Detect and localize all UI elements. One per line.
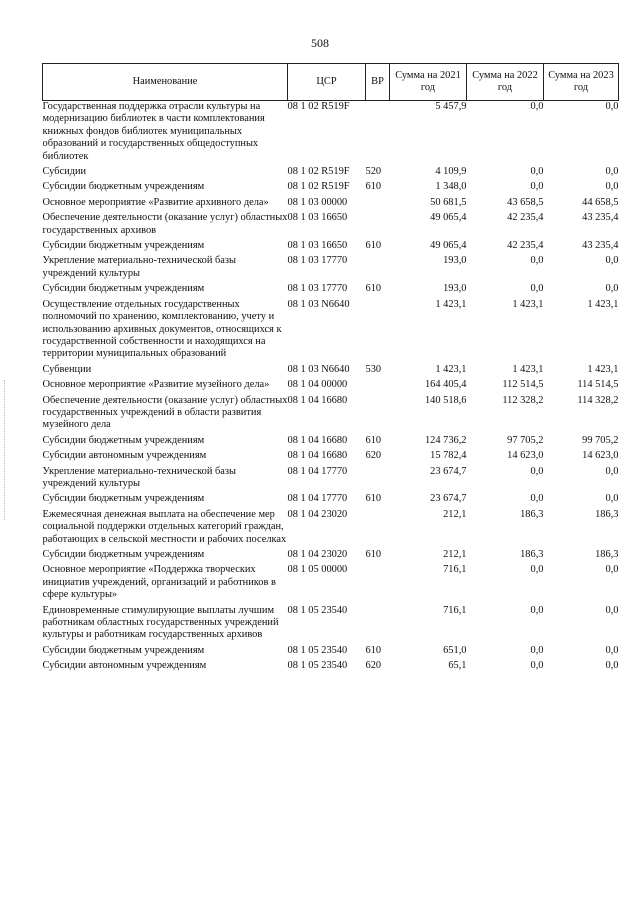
row-name: Основное мероприятие «Развитие музейного дела» [42, 379, 270, 391]
table-row [43, 197, 619, 212]
row-csr: 08 1 04 23020 [287, 508, 348, 520]
row-sum-2021: 193,0 [443, 255, 467, 267]
row-sum-2023: 0,0 [605, 166, 619, 178]
row-sum-2021: 212,1 [443, 508, 467, 520]
row-sum-2021: 15 782,4 [430, 450, 467, 462]
row-vr [366, 564, 390, 604]
row-vr: 520 [365, 166, 382, 178]
row-sum-2023: 0,0 [605, 465, 619, 477]
row-name: Ежемесячная денежная выплата на обеспечение мер социальной поддержки отдельных категорий граждан, работающих в сельской местности и рабочих поселках [42, 508, 287, 545]
table-row [43, 255, 619, 283]
row-name: Основное мероприятие «Развитие архивного дела» [42, 196, 269, 208]
row-csr: 08 1 03 17770 [287, 255, 348, 267]
row-sum-2021: 5 457,9 [435, 101, 467, 112]
row-sum-2021: 651,0 [443, 644, 467, 656]
row-sum-2022: 0,0 [530, 181, 544, 193]
row-name: Субсидии бюджетным учреждениям [42, 644, 205, 656]
row-sum-2021: 716,1 [443, 604, 467, 616]
row-sum-2023: 0,0 [605, 644, 619, 656]
table-row [43, 493, 619, 508]
row-name: Субсидии [42, 166, 87, 178]
row-sum-2023: 114 514,5 [577, 379, 619, 391]
row-vr: 620 [365, 660, 382, 672]
row-csr: 08 1 03 N6640 [287, 363, 350, 375]
row-sum-2023: 0,0 [605, 493, 619, 505]
table-row [43, 101, 619, 167]
table-row [43, 299, 619, 364]
row-name: Субсидии бюджетным учреждениям [42, 283, 205, 295]
row-sum-2022: 0,0 [530, 255, 544, 267]
row-vr [366, 395, 390, 435]
row-sum-2023: 0,0 [605, 101, 619, 112]
row-name: Государственная поддержка отрасли культуры на модернизацию библиотек в части комплектования книжных фондов библиотек муниципальных образований и государственных общедоступных библиотек [42, 101, 265, 162]
row-sum-2022: 0,0 [530, 660, 544, 672]
row-csr: 08 1 02 R519F [287, 101, 350, 112]
row-csr: 08 1 03 N6640 [287, 298, 350, 310]
row-vr: 530 [365, 363, 382, 375]
row-sum-2023: 99 705,2 [582, 434, 619, 446]
row-sum-2021: 1 348,0 [435, 181, 467, 193]
row-sum-2022: 0,0 [530, 493, 544, 505]
table-row [43, 395, 619, 435]
row-sum-2022: 0,0 [530, 283, 544, 295]
row-vr [366, 509, 390, 549]
row-sum-2021: 23 674,7 [430, 465, 467, 477]
row-vr: 610 [365, 240, 382, 252]
row-sum-2022: 0,0 [530, 166, 544, 178]
row-sum-2022: 0,0 [530, 604, 544, 616]
row-sum-2023: 1 423,1 [587, 298, 619, 310]
row-sum-2023: 0,0 [605, 181, 619, 193]
row-name: Субсидии бюджетным учреждениям [42, 434, 205, 446]
row-sum-2023: 14 623,0 [582, 450, 619, 462]
row-sum-2022: 0,0 [530, 465, 544, 477]
table-row [43, 364, 619, 379]
row-sum-2023: 43 235,4 [582, 240, 619, 252]
table-row [43, 605, 619, 645]
table-row [43, 660, 619, 675]
row-csr: 08 1 04 16680 [287, 450, 348, 462]
row-sum-2022: 1 423,1 [512, 363, 544, 375]
header-csr: ЦСР [288, 64, 366, 101]
row-sum-2023: 1 423,1 [587, 363, 619, 375]
row-vr: 610 [365, 549, 382, 560]
row-sum-2023: 0,0 [605, 564, 619, 576]
row-vr: 610 [365, 644, 382, 656]
row-sum-2021: 49 065,4 [430, 240, 467, 252]
row-vr: 610 [365, 181, 382, 193]
row-sum-2022: 43 658,5 [507, 196, 544, 208]
row-name: Укрепление материально-технической базы учреждений культуры [42, 465, 236, 489]
row-sum-2023: 0,0 [605, 255, 619, 267]
row-vr [366, 466, 390, 494]
row-csr: 08 1 04 17770 [287, 465, 348, 477]
table-body [43, 101, 619, 676]
header-sum-2021: Сумма на 2021 год [390, 64, 467, 101]
margin-mark [4, 380, 8, 520]
table-row [43, 240, 619, 255]
row-sum-2022: 97 705,2 [507, 434, 544, 446]
page-number: 508 [311, 36, 329, 50]
row-sum-2021: 193,0 [443, 283, 467, 295]
row-name: Субсидии бюджетным учреждениям [42, 181, 205, 193]
row-sum-2023: 0,0 [605, 283, 619, 295]
row-sum-2021: 1 423,1 [435, 298, 467, 310]
row-csr: 08 1 05 23540 [287, 644, 348, 656]
row-sum-2021: 716,1 [443, 564, 467, 576]
table-row [43, 466, 619, 494]
row-vr [366, 197, 390, 212]
row-csr: 08 1 04 00000 [287, 379, 348, 391]
row-name: Субсидии бюджетным учреждениям [42, 240, 205, 252]
table-row [43, 509, 619, 549]
row-sum-2022: 0,0 [530, 101, 544, 112]
row-sum-2021: 1 423,1 [435, 363, 467, 375]
header-name: Наименование [43, 64, 288, 101]
row-sum-2021: 140 518,6 [424, 394, 467, 406]
row-name: Укрепление материально-технической базы учреждений культуры [42, 255, 236, 279]
table-row [43, 549, 619, 564]
row-csr: 08 1 02 R519F [287, 181, 350, 193]
row-vr: 610 [365, 493, 382, 505]
row-sum-2023: 0,0 [605, 660, 619, 672]
row-vr: 620 [365, 450, 382, 462]
row-csr: 08 1 03 16650 [287, 240, 348, 252]
budget-table [42, 63, 619, 676]
row-name: Субсидии бюджетным учреждениям [42, 549, 205, 560]
row-csr: 08 1 03 16650 [287, 212, 348, 224]
row-sum-2023: 44 658,5 [582, 196, 619, 208]
row-name: Обеспечение деятельности (оказание услуг) областных государственных архивов [42, 212, 288, 236]
row-csr: 08 1 05 23540 [287, 604, 348, 616]
row-sum-2022: 186,3 [520, 549, 544, 560]
row-vr [366, 379, 390, 394]
row-csr: 08 1 03 17770 [287, 283, 348, 295]
row-sum-2021: 212,1 [443, 549, 467, 560]
row-sum-2022: 112 328,2 [502, 394, 544, 406]
row-sum-2021: 164 405,4 [424, 379, 467, 391]
row-sum-2022: 14 623,0 [507, 450, 544, 462]
table-row [43, 379, 619, 394]
row-sum-2022: 0,0 [530, 564, 544, 576]
table-row [43, 645, 619, 660]
row-sum-2022: 42 235,4 [507, 212, 544, 224]
row-csr: 08 1 04 16680 [287, 394, 348, 406]
row-csr: 08 1 04 16680 [287, 434, 348, 446]
row-vr [366, 255, 390, 283]
row-name: Субвенции [42, 363, 92, 375]
row-vr [366, 101, 390, 167]
table-row [43, 212, 619, 240]
header-sum-2022: Сумма на 2022 год [467, 64, 544, 101]
row-sum-2021: 65,1 [448, 660, 467, 672]
row-sum-2023: 43 235,4 [582, 212, 619, 224]
row-vr [366, 212, 390, 240]
table-row [43, 450, 619, 465]
row-vr: 610 [365, 434, 382, 446]
row-csr: 08 1 05 00000 [287, 564, 348, 576]
row-csr: 08 1 03 00000 [287, 196, 348, 208]
row-csr: 08 1 04 23020 [287, 549, 348, 560]
header-vr: ВР [366, 64, 390, 101]
row-name: Единовременные стимулирующие выплаты лучшим работникам областных государственных учреждений культуры и работникам государственных архивов [42, 604, 279, 641]
row-sum-2023: 186,3 [595, 508, 619, 520]
row-csr: 08 1 04 17770 [287, 493, 348, 505]
row-vr [366, 605, 390, 645]
row-name: Субсидии бюджетным учреждениям [42, 493, 205, 505]
row-sum-2023: 186,3 [595, 549, 619, 560]
row-vr [366, 299, 390, 364]
row-sum-2022: 186,3 [520, 508, 544, 520]
row-name: Осуществление отдельных государственных полномочий по хранению, комплектованию, учету и использованию архивных документов, относящихся к государственной собственности и находящихся на территории муниципальных образований [42, 298, 282, 360]
row-name: Субсидии автономным учреждениям [42, 660, 207, 672]
row-sum-2021: 4 109,9 [435, 166, 467, 178]
row-name: Обеспечение деятельности (оказание услуг) областных государственных учреждений в области развития музейного дела [42, 394, 288, 431]
row-name: Субсидии автономным учреждениям [42, 450, 207, 462]
row-csr: 08 1 05 23540 [287, 660, 348, 672]
row-sum-2022: 0,0 [530, 644, 544, 656]
row-sum-2023: 114 328,2 [577, 394, 619, 406]
row-vr: 610 [365, 283, 382, 295]
row-sum-2022: 1 423,1 [512, 298, 544, 310]
table-header-row [43, 64, 619, 101]
table-row [43, 283, 619, 298]
row-sum-2021: 124 736,2 [424, 434, 467, 446]
row-sum-2021: 23 674,7 [430, 493, 467, 505]
row-sum-2021: 50 681,5 [430, 196, 467, 208]
table-row [43, 181, 619, 196]
row-sum-2023: 0,0 [605, 604, 619, 616]
table-row [43, 166, 619, 181]
row-name: Основное мероприятие «Поддержка творческих инициатив учреждений, организаций и работников в сфере культуры» [42, 564, 276, 601]
row-csr: 08 1 02 R519F [287, 166, 350, 178]
table-row [43, 435, 619, 450]
row-sum-2021: 49 065,4 [430, 212, 467, 224]
table-row [43, 564, 619, 604]
row-sum-2022: 112 514,5 [502, 379, 544, 391]
header-sum-2023: Сумма на 2023 год [544, 64, 619, 101]
row-sum-2022: 42 235,4 [507, 240, 544, 252]
